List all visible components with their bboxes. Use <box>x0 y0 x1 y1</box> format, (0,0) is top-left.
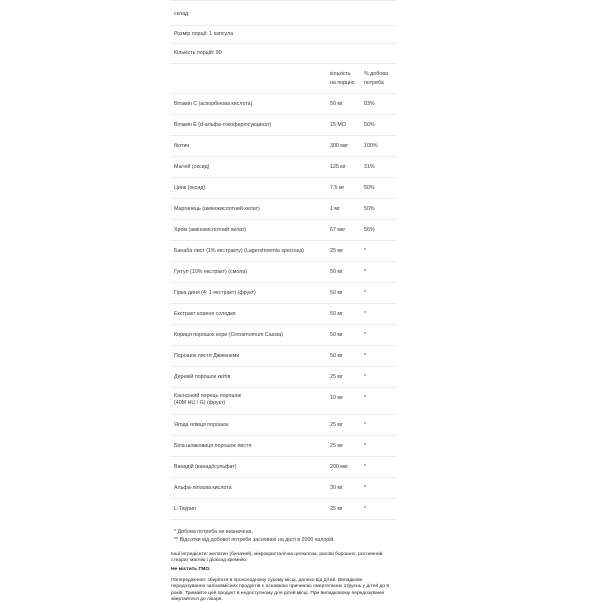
nutrient-row <box>170 478 396 499</box>
other-ingredients-text: Інші інгредієнти: желатин (бичачий), мікрокристалічна целюлоза, рисові борошно, рослинний стеарат магнію і діоксид кремнію. <box>171 552 383 564</box>
nutrient-name: Екстракт кореня солодки <box>174 311 236 317</box>
nutrient-daily-value: * <box>364 464 367 470</box>
nutrient-row <box>170 220 396 241</box>
nutrient-row <box>170 367 396 388</box>
composition-label: склад: <box>174 11 190 17</box>
nutrient-daily-value: 50% <box>364 122 375 128</box>
nutrient-name: Магній (оксид) <box>174 164 210 170</box>
nutrient-amount: 50 мг <box>330 311 343 317</box>
servings-text: Кількість порцій: 90 <box>174 50 222 56</box>
nutrient-row <box>170 178 396 199</box>
nutrient-name: Вітамін С (аскорбінова кислота) <box>174 101 253 107</box>
serving-size-text: Розмір порції: 1 капсула <box>174 31 234 37</box>
nutrient-name: Вітамін Е (d-альфа-токоферілсукцинат) <box>174 122 272 128</box>
nutrient-amount: 25 мг <box>330 374 343 380</box>
nutrient-row <box>170 346 396 367</box>
nutrient-daily-value: * <box>364 269 367 275</box>
nutrient-row <box>170 262 396 283</box>
nutrient-daily-value: * <box>364 353 367 359</box>
nutrient-name: Порошок листя Джимнеми <box>174 353 240 359</box>
serving-size-row <box>170 26 396 44</box>
nutrient-name: Альфа-ліпоєва кислота <box>174 485 232 491</box>
nutrient-daily-value: 50% <box>364 206 375 212</box>
nutrient-amount: 1 мг <box>330 206 340 212</box>
nutrient-row <box>170 136 396 157</box>
nutrient-name: Ягода ялівця порошок <box>174 422 229 428</box>
nutrient-amount: 300 мкг <box>330 143 349 149</box>
nutrient-amount: 50 мг <box>330 101 343 107</box>
nutrient-amount: 25 мг <box>330 248 343 254</box>
nutrient-daily-value: * <box>364 290 367 296</box>
nutrient-row <box>170 499 396 520</box>
nutrient-name: Кориця порошок кори (Cinnamomum Cassia) <box>174 332 283 338</box>
nutrient-amount: 50 мг <box>330 353 343 359</box>
nutrient-daily-value: * <box>364 395 367 401</box>
nutrient-row <box>170 241 396 262</box>
nutrient-daily-value: 50% <box>364 185 375 191</box>
amount-per-serving-header: кількість на порцію <box>330 71 355 86</box>
nutrient-name: Банаба лист (1% екстракту) (Lagerstroemia speciosa) <box>174 248 304 254</box>
nutrient-amount: 200 мкг <box>330 464 349 470</box>
nutrient-name: Деревій порошок квітів <box>174 374 231 380</box>
nutrient-row <box>170 157 396 178</box>
nutrient-daily-value: 31% <box>364 164 375 170</box>
column-header-row <box>170 64 396 94</box>
nutrient-daily-value: * <box>364 311 367 317</box>
footnote-dagger: ** Відсотки від добової потреби засновані на дієті в 2000 калорій. <box>174 537 335 543</box>
nutrient-amount: 25 мг <box>330 506 343 512</box>
nutrient-name: Біла шовковиця порошок листя <box>174 443 252 449</box>
nutrient-daily-value: 83% <box>364 101 375 107</box>
nutrient-daily-value: * <box>364 506 367 512</box>
nutrient-row <box>170 199 396 220</box>
nutrient-row <box>170 457 396 478</box>
nutrient-name: Марганець (амінокислотний хелат) <box>174 206 260 212</box>
nutrient-row <box>170 388 396 415</box>
nutrient-daily-value: 100% <box>364 143 378 149</box>
supplement-facts-table <box>170 0 396 600</box>
nutrient-amount: 25 мг <box>330 422 343 428</box>
nutrient-amount: 50 мг <box>330 290 343 296</box>
nutrient-daily-value: * <box>364 374 367 380</box>
nutrient-amount: 50 мг <box>330 332 343 338</box>
nutrient-daily-value: * <box>364 443 367 449</box>
nutrient-row <box>170 115 396 136</box>
nutrient-amount: 10 мг <box>330 395 343 401</box>
footnote-star: * Добова потреба не визначена. <box>174 529 253 535</box>
nutrient-amount: 50 мг <box>330 269 343 275</box>
nutrient-amount: 7.5 мг <box>330 185 345 191</box>
nutrient-name: Цинк (оксид) <box>174 185 206 191</box>
warning-text: Попередження: зберігати в прохолодному сухому місці, далеко від дітей. Випадкове передозування залізовмісних продуктів є основною причиною смертельних отруєнь у дітей до 6 років. Тримайте цей продукт в недоступному для дітей місці. При випадковому передозуванні звертайтеся до лікаря. <box>171 578 390 602</box>
nutrient-row <box>170 283 396 304</box>
nutrient-daily-value: * <box>364 422 367 428</box>
nutrient-row <box>170 415 396 436</box>
composition-row <box>170 0 396 26</box>
no-gmo-text: Не містить ГМО. <box>171 567 211 572</box>
nutrient-amount: 125 мг <box>330 164 346 170</box>
nutrient-name: Ванадій (ванадіїсульфат) <box>174 464 237 470</box>
nutrient-daily-value: 56% <box>364 227 375 233</box>
nutrient-name: Гірка диня (4: 1 екстракт) (фрукт) <box>174 290 256 296</box>
nutrient-row <box>170 304 396 325</box>
nutrient-name: біотин <box>174 143 190 149</box>
nutrient-name: Гуггул (10% екстракт) (смола) <box>174 269 247 275</box>
nutrient-amount: 30 мг <box>330 485 343 491</box>
nutrient-amount: 25 мг <box>330 443 343 449</box>
nutrient-row <box>170 436 396 457</box>
daily-value-header: % добова потреба <box>364 71 388 86</box>
nutrient-amount: 67 мкг <box>330 227 346 233</box>
servings-row <box>170 44 396 64</box>
nutrient-name: Каєнський перець порошок (40М HU / G) (фрукт) <box>174 393 241 406</box>
nutrient-name: Хром (амінокислотний хелат) <box>174 227 247 233</box>
nutrient-row <box>170 94 396 115</box>
nutrient-row <box>170 325 396 346</box>
nutrient-daily-value: * <box>364 332 367 338</box>
nutrient-name: L-Таурин <box>174 506 197 512</box>
nutrient-daily-value: * <box>364 485 367 491</box>
nutrient-daily-value: * <box>364 248 367 254</box>
nutrient-amount: 15 МО <box>330 122 346 128</box>
